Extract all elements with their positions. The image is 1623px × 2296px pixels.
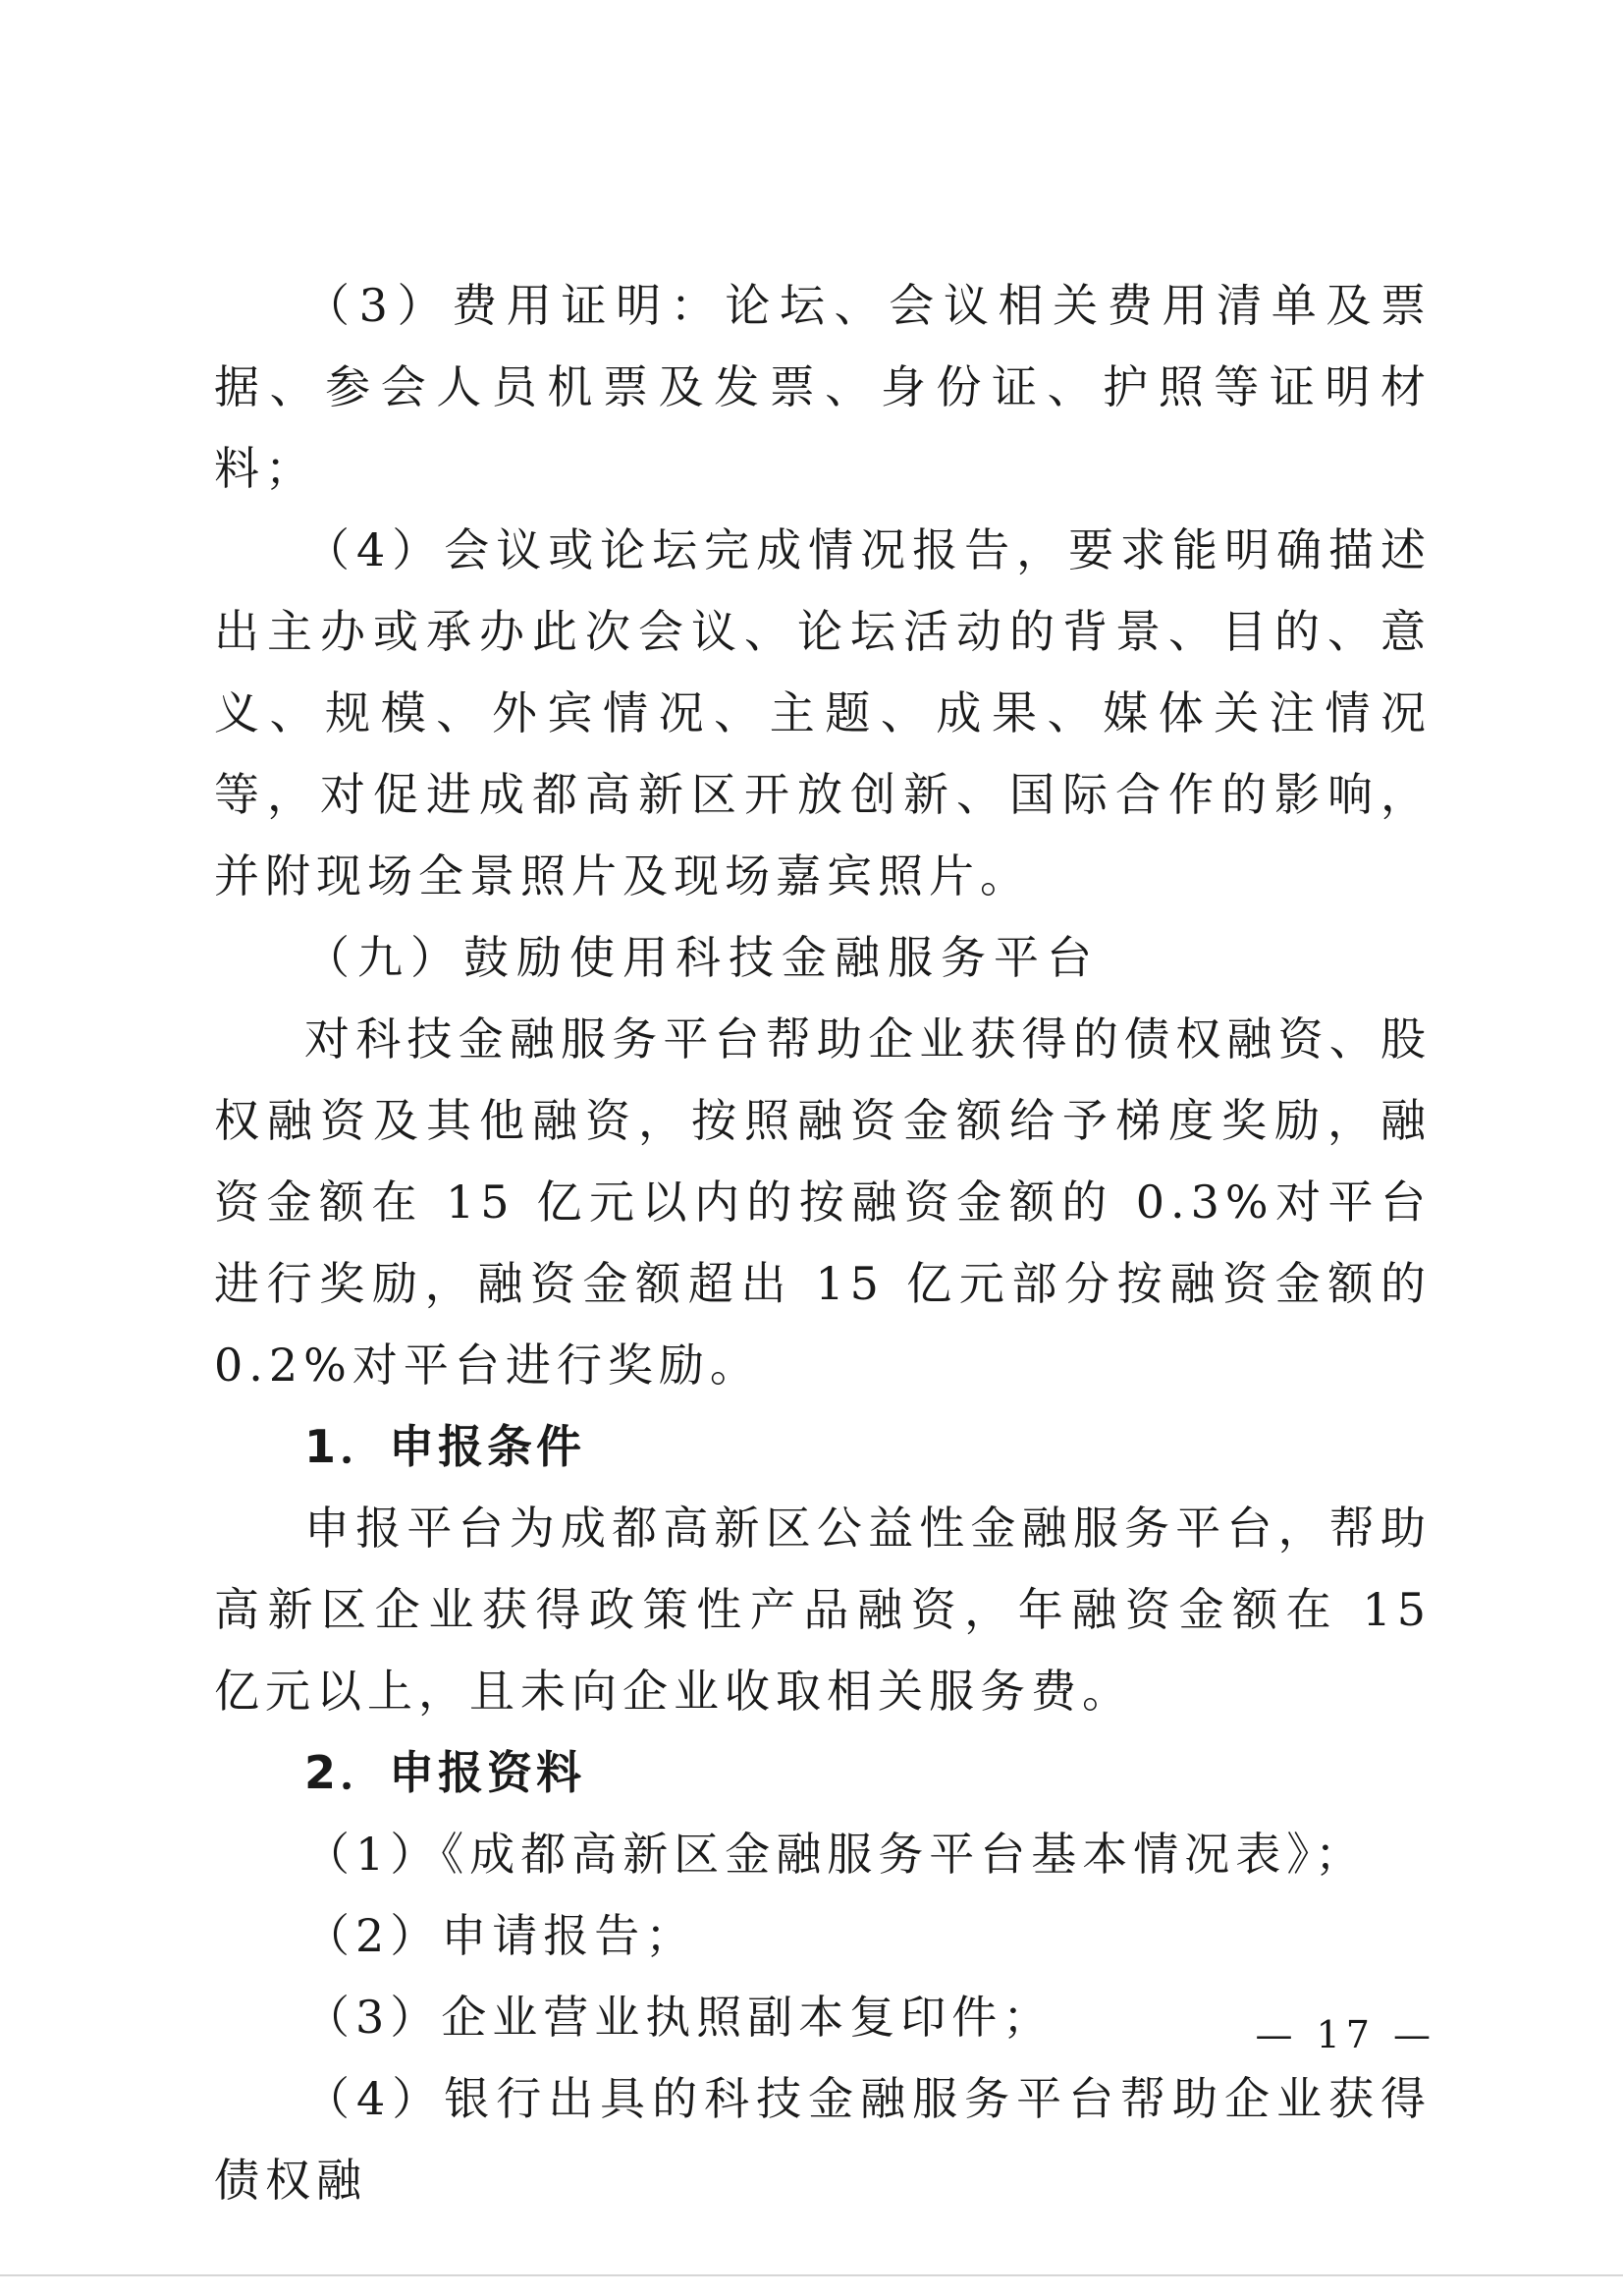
paragraph-completion-report: （4）会议或论坛完成情况报告，要求能明确描述出主办或承办此次会议、论坛活动的背景、目的、意义、规模、外宾情况、主题、成果、媒体关注情况等，对促进成都高新区开放创新、国际合作的影响，并附现场全景照片及现场嘉宾照片。: [214, 523, 1432, 902]
list-item-material-1: （1）《成都高新区金融服务平台基本情况表》；: [304, 1828, 1367, 1881]
page-number: — 17 —: [1255, 2013, 1436, 2056]
paragraph-reward-description: 对科技金融服务平台帮助企业获得的债权融资、股权融资及其他融资，按照融资金额给予梯度奖励，融资金额在 15 亿元以内的按融资金额的 0.3%对平台进行奖励，融资金额超出 15 亿元部分按融资金额的 0.2%对平台进行奖励。: [214, 1012, 1432, 1392]
paragraph-conditions-detail: 申报平台为成都高新区公益性金融服务平台，帮助高新区企业获得政策性产品融资，年融资金额在 15 亿元以上，且未向企业收取相关服务费。: [214, 1502, 1432, 1718]
section-title-fintech-platform: （九）鼓励使用科技金融服务平台: [304, 931, 1100, 984]
document-body: [214, 265, 1432, 2221]
list-item-material-2: （2）申请报告；: [304, 1909, 697, 1962]
paragraph-fee-proof: （3）费用证明：论坛、会议相关费用清单及票据、参会人员机票及发票、身份证、护照等证明材料；: [214, 279, 1432, 495]
scan-edge-line: [0, 2274, 1623, 2276]
list-item-material-3: （3）企业营业执照副本复印件；: [304, 1991, 1055, 2044]
list-item-material-4: （4）银行出具的科技金融服务平台帮助企业获得债权融: [214, 2072, 1432, 2207]
heading-application-conditions: 1．申报条件: [304, 1420, 586, 1473]
heading-application-materials: 2．申报资料: [304, 1746, 586, 1799]
